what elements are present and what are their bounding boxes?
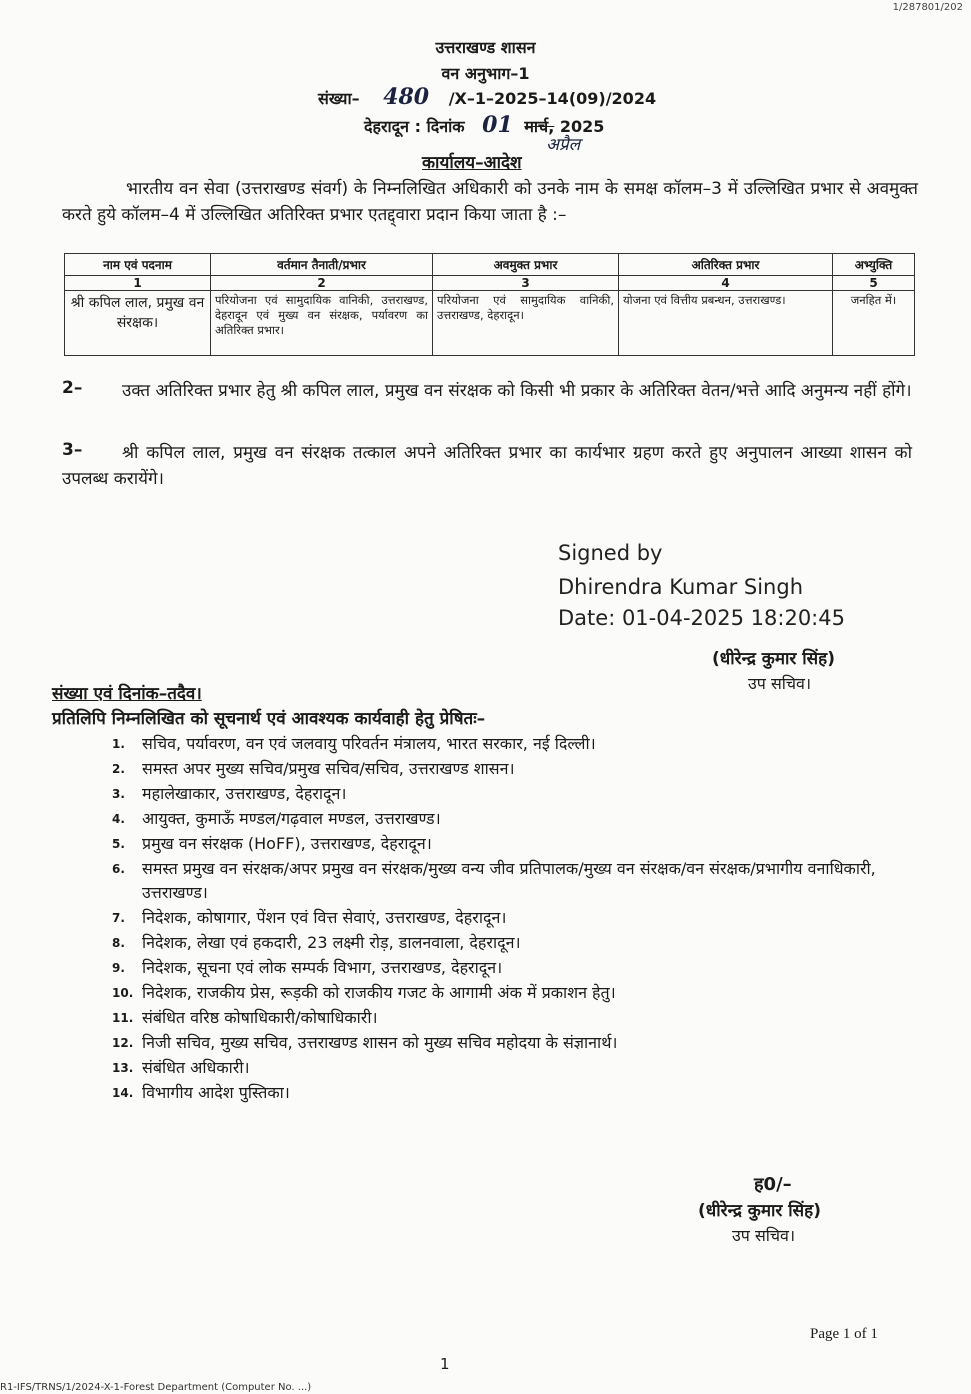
copy-reference: संख्या एवं दिनांक–तदैव।	[52, 684, 202, 704]
list-item-number: 3.	[112, 787, 125, 801]
date-year: 2025	[559, 117, 605, 136]
list-item-text: निजी सचिव, मुख्य सचिव, उत्तराखण्ड शासन को मुख्य सचिव महोदया के संज्ञानार्थ।	[142, 1033, 618, 1052]
document-id: 1/287801/202	[892, 2, 963, 13]
list-item-number: 2.	[112, 762, 125, 776]
signatory-name-2: (धीरेन्द्र कुमार सिंह)	[698, 1201, 821, 1221]
table-header: अतिरिक्त प्रभार	[619, 254, 833, 276]
officer-name-cell: श्री कपिल लाल, प्रमुख वन संरक्षक।	[65, 291, 211, 356]
govt-heading: उत्तराखण्ड शासन	[435, 38, 536, 57]
column-number: 2	[211, 276, 433, 291]
paragraph-3: श्री कपिल लाल, प्रमुख वन संरक्षक तत्काल अपने अतिरिक्त प्रभार का कार्यभार ग्रहण करते हुए अनुपालन आख्या शासन को उपलब्ध करायेंगे।	[62, 443, 912, 489]
date-month-correction: अप्रैल	[546, 135, 581, 155]
digital-signature-date: Date: 01-04-2025 18:20:45	[558, 606, 845, 630]
list-item-number: 7.	[112, 911, 125, 925]
list-item-text: निदेशक, लेखा एवं हकदारी, 23 लक्ष्मी रोड़, डालनवाला, देहरादून।	[142, 933, 521, 952]
column-number: 1	[65, 276, 211, 291]
copy-intro: प्रतिलिपि निम्नलिखित को सूचनार्थ एवं आवश्यक कार्यवाही हेतु प्रेषितः–	[52, 709, 486, 729]
digital-signature-name: Dhirendra Kumar Singh	[558, 575, 804, 599]
list-item-text: समस्त अपर मुख्य सचिव/प्रमुख सचिव/सचिव, उत्तराखण्ड शासन।	[142, 759, 515, 778]
additional-charge-cell: योजना एवं वित्तीय प्रबन्धन, उत्तराखण्ड।	[619, 291, 833, 356]
relieved-charge-cell: परियोजना एवं सामुदायिक वानिकी, उत्तराखण्ड, देहरादून।	[433, 291, 619, 356]
list-item	[112, 857, 912, 905]
date-handwritten: 01	[482, 112, 513, 138]
list-item	[112, 906, 912, 930]
list-item-text: निदेशक, राजकीय प्रेस, रूड़की को राजकीय गजट के आगामी अंक में प्रकाशन हेतु।	[142, 983, 616, 1002]
list-item-text: निदेशक, सूचना एवं लोक सम्पर्क विभाग, उत्तराखण्ड, देहरादून।	[142, 958, 503, 977]
list-item-number: 4.	[112, 812, 125, 826]
table-header: वर्तमान तैनाती/प्रभार	[211, 254, 433, 276]
list-item-number: 11.	[112, 1011, 134, 1025]
list-item	[112, 757, 912, 781]
paragraph-2: उक्त अतिरिक्त प्रभार हेतु श्री कपिल लाल, प्रमुख वन संरक्षक को किसी भी प्रकार के अतिरिक्त वेतन/भत्ते आदि अनुमन्य नहीं होंगे।	[122, 381, 912, 401]
list-item	[112, 782, 912, 806]
list-item	[112, 931, 912, 955]
order-number-suffix: /X–1–2025–14(09)/2024	[448, 89, 657, 108]
list-item-text: संबंधित वरिष्ठ कोषाधिकारी/कोषाधिकारी।	[142, 1008, 378, 1027]
order-title: कार्यालय–आदेश	[422, 153, 522, 173]
paragraph-2-number: 2–	[62, 378, 83, 398]
signed-abbreviation: ह0/–	[754, 1174, 792, 1195]
list-item-number: 14.	[112, 1086, 134, 1100]
paragraph-1: भारतीय वन सेवा (उत्तराखण्ड संवर्ग) के निम्नलिखित अधिकारी को उनके नाम के समक्ष कॉलम–3 में उल्लिखित प्रभार से अवमुक्त करते हुये कॉलम–4 में उल्लिखित अतिरिक्त प्रभार एतद्द्वारा प्रदान किया जाता है :–	[62, 179, 918, 225]
table-header: अवमुक्त प्रभार	[433, 254, 619, 276]
current-posting-cell: परियोजना एवं सामुदायिक वानिकी, उत्तराखण्ड, देहरादून एवं मुख्य वन संरक्षक, पर्यावरण का अतिरिक्त प्रभार।	[211, 291, 433, 356]
column-number: 3	[433, 276, 619, 291]
digital-signature-signed-by: Signed by	[558, 541, 663, 565]
officer-table	[64, 253, 915, 356]
order-number-handwritten: 480	[383, 84, 430, 110]
table-number-row	[65, 276, 915, 291]
list-item	[112, 1031, 912, 1055]
list-item-number: 5.	[112, 837, 125, 851]
list-item-number: 6.	[112, 862, 125, 876]
order-number-prefix: संख्या–	[318, 89, 360, 108]
list-item-text: सचिव, पर्यावरण, वन एवं जलवायु परिवर्तन मंत्रालय, भारत सरकार, नई दिल्ली।	[142, 734, 596, 753]
paragraph-3-number: 3–	[62, 440, 83, 460]
list-item	[112, 956, 912, 980]
order-number	[318, 84, 656, 110]
list-item	[112, 981, 912, 1005]
list-item	[112, 1056, 912, 1080]
signatory-title-2: उप सचिव।	[732, 1226, 796, 1245]
copy-recipient-list	[112, 732, 912, 1106]
list-item-number: 9.	[112, 961, 125, 975]
list-item-text: आयुक्त, कुमाऊँ मण्डल/गढ़वाल मण्डल, उत्तराखण्ड।	[142, 809, 441, 828]
table-header-row	[65, 254, 915, 276]
footer-reference: R1-IFS/TRNS/1/2024-X-1-Forest Department (Computer No. ...)	[0, 1382, 312, 1393]
list-item	[112, 1081, 912, 1105]
column-number: 4	[619, 276, 833, 291]
column-number: 5	[833, 276, 915, 291]
section-heading: वन अनुभाग–1	[441, 64, 530, 83]
list-item-text: समस्त प्रमुख वन संरक्षक/अपर प्रमुख वन संरक्षक/मुख्य वन्य जीव प्रतिपालक/मुख्य वन संरक्षक/वन संरक्षक/प्रभागीय वनाधिकारी, उत्तराखण्ड।	[142, 859, 876, 902]
list-item	[112, 1006, 912, 1030]
list-item-number: 10.	[112, 986, 134, 1000]
signatory-name: (धीरेन्द्र कुमार सिंह)	[712, 649, 835, 669]
list-item-number: 8.	[112, 936, 125, 950]
remarks-cell: जनहित में।	[833, 291, 915, 356]
list-item-number: 12.	[112, 1036, 134, 1050]
date-struck-month: मार्च,	[524, 117, 555, 136]
list-item-text: प्रमुख वन संरक्षक (HoFF), उत्तराखण्ड, देहरादून।	[142, 834, 432, 853]
list-item-text: निदेशक, कोषागार, पेंशन एवं वित्त सेवाएं, उत्तराखण्ड, देहरादून।	[142, 908, 507, 927]
list-item	[112, 732, 912, 756]
list-item	[112, 807, 912, 831]
table-header: नाम एवं पदनाम	[65, 254, 211, 276]
list-item-text: संबंधित अधिकारी।	[142, 1058, 250, 1077]
date-prefix: देहरादून : दिनांक	[364, 117, 465, 136]
page-of-label: Page 1 of 1	[810, 1326, 878, 1342]
page-number: 1	[440, 1355, 450, 1373]
list-item-text: महालेखाकार, उत्तराखण्ड, देहरादून।	[142, 784, 347, 803]
table-row	[65, 291, 915, 356]
list-item	[112, 832, 912, 856]
signatory-title: उप सचिव।	[748, 674, 812, 693]
list-item-number: 1.	[112, 737, 125, 751]
table-header: अभ्युक्ति	[833, 254, 915, 276]
list-item-text: विभागीय आदेश पुस्तिका।	[142, 1083, 290, 1102]
list-item-number: 13.	[112, 1061, 134, 1075]
